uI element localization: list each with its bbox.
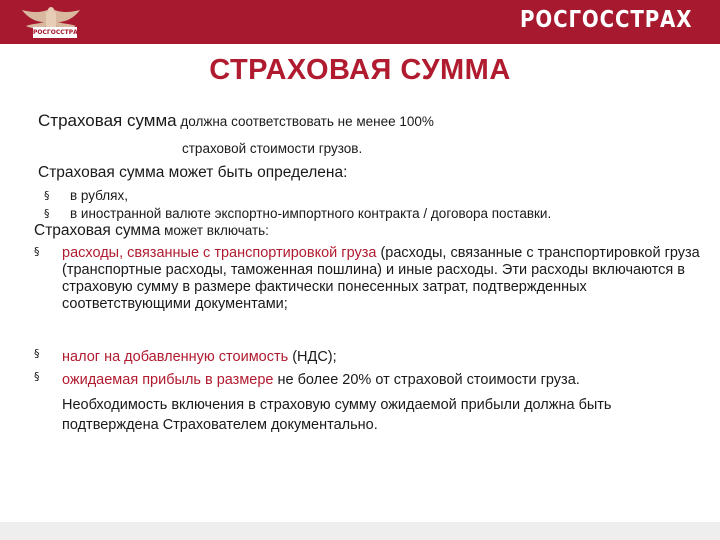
para3-lead: Страховая сумма: [34, 222, 161, 239]
para3-rest: может включать:: [160, 223, 269, 238]
para3-note: Необходимость включения в страховую сумму ожидаемой прибыли должна быть подтверждена Страхователем документально.: [62, 397, 612, 433]
bullet-icon: §: [44, 189, 50, 202]
brand-name: РОСГОССТРАХ: [519, 7, 692, 33]
list-item: [62, 372, 702, 389]
para3-heading: [34, 222, 269, 240]
bullet-icon: §: [34, 347, 40, 360]
header-bar: [0, 0, 720, 44]
bullet-icon: §: [34, 245, 40, 258]
para1-lead: Страховая сумма: [38, 111, 177, 130]
page-title: СТРАХОВАЯ СУММА: [209, 54, 511, 86]
para2-item-1: в рублях,: [70, 188, 128, 203]
item1-highlight: расходы, связанные с транспортировкой груза: [62, 245, 377, 261]
item3-highlight: ожидаемая прибыль в размере: [62, 372, 274, 388]
footer-strip: [0, 522, 720, 540]
para1-line1: [38, 111, 434, 131]
para1-rest: должна соответствовать не менее 100%: [176, 114, 434, 129]
para3-list: [62, 243, 702, 435]
item1-text: (расходы, связанные с транспортировкой груза (транспортные расходы, таможенная пошлина) и иные расходы. Эти расходы включаются в страховую сумму в размере фактически понесенных затрат, подтвержденных соответствующими документами;: [62, 245, 700, 312]
logo-plate: РОСГОССТРАХ: [33, 29, 83, 36]
list-item: [62, 349, 702, 366]
para2-text: Страховая сумма может быть определена:: [38, 164, 348, 181]
para2-item-2: в иностранной валюте экспортно-импортного контракта / договора поставки.: [70, 206, 552, 221]
bullet-icon: §: [44, 207, 50, 220]
list-item: [62, 245, 702, 343]
item2-text: (НДС);: [288, 349, 337, 365]
item3-text: не более 20% от страховой стоимости груза.: [273, 372, 580, 388]
para1-line2: страховой стоимости грузов.: [182, 141, 363, 156]
item2-highlight: налог на добавленную стоимость: [62, 349, 289, 365]
bullet-icon: §: [34, 370, 40, 383]
